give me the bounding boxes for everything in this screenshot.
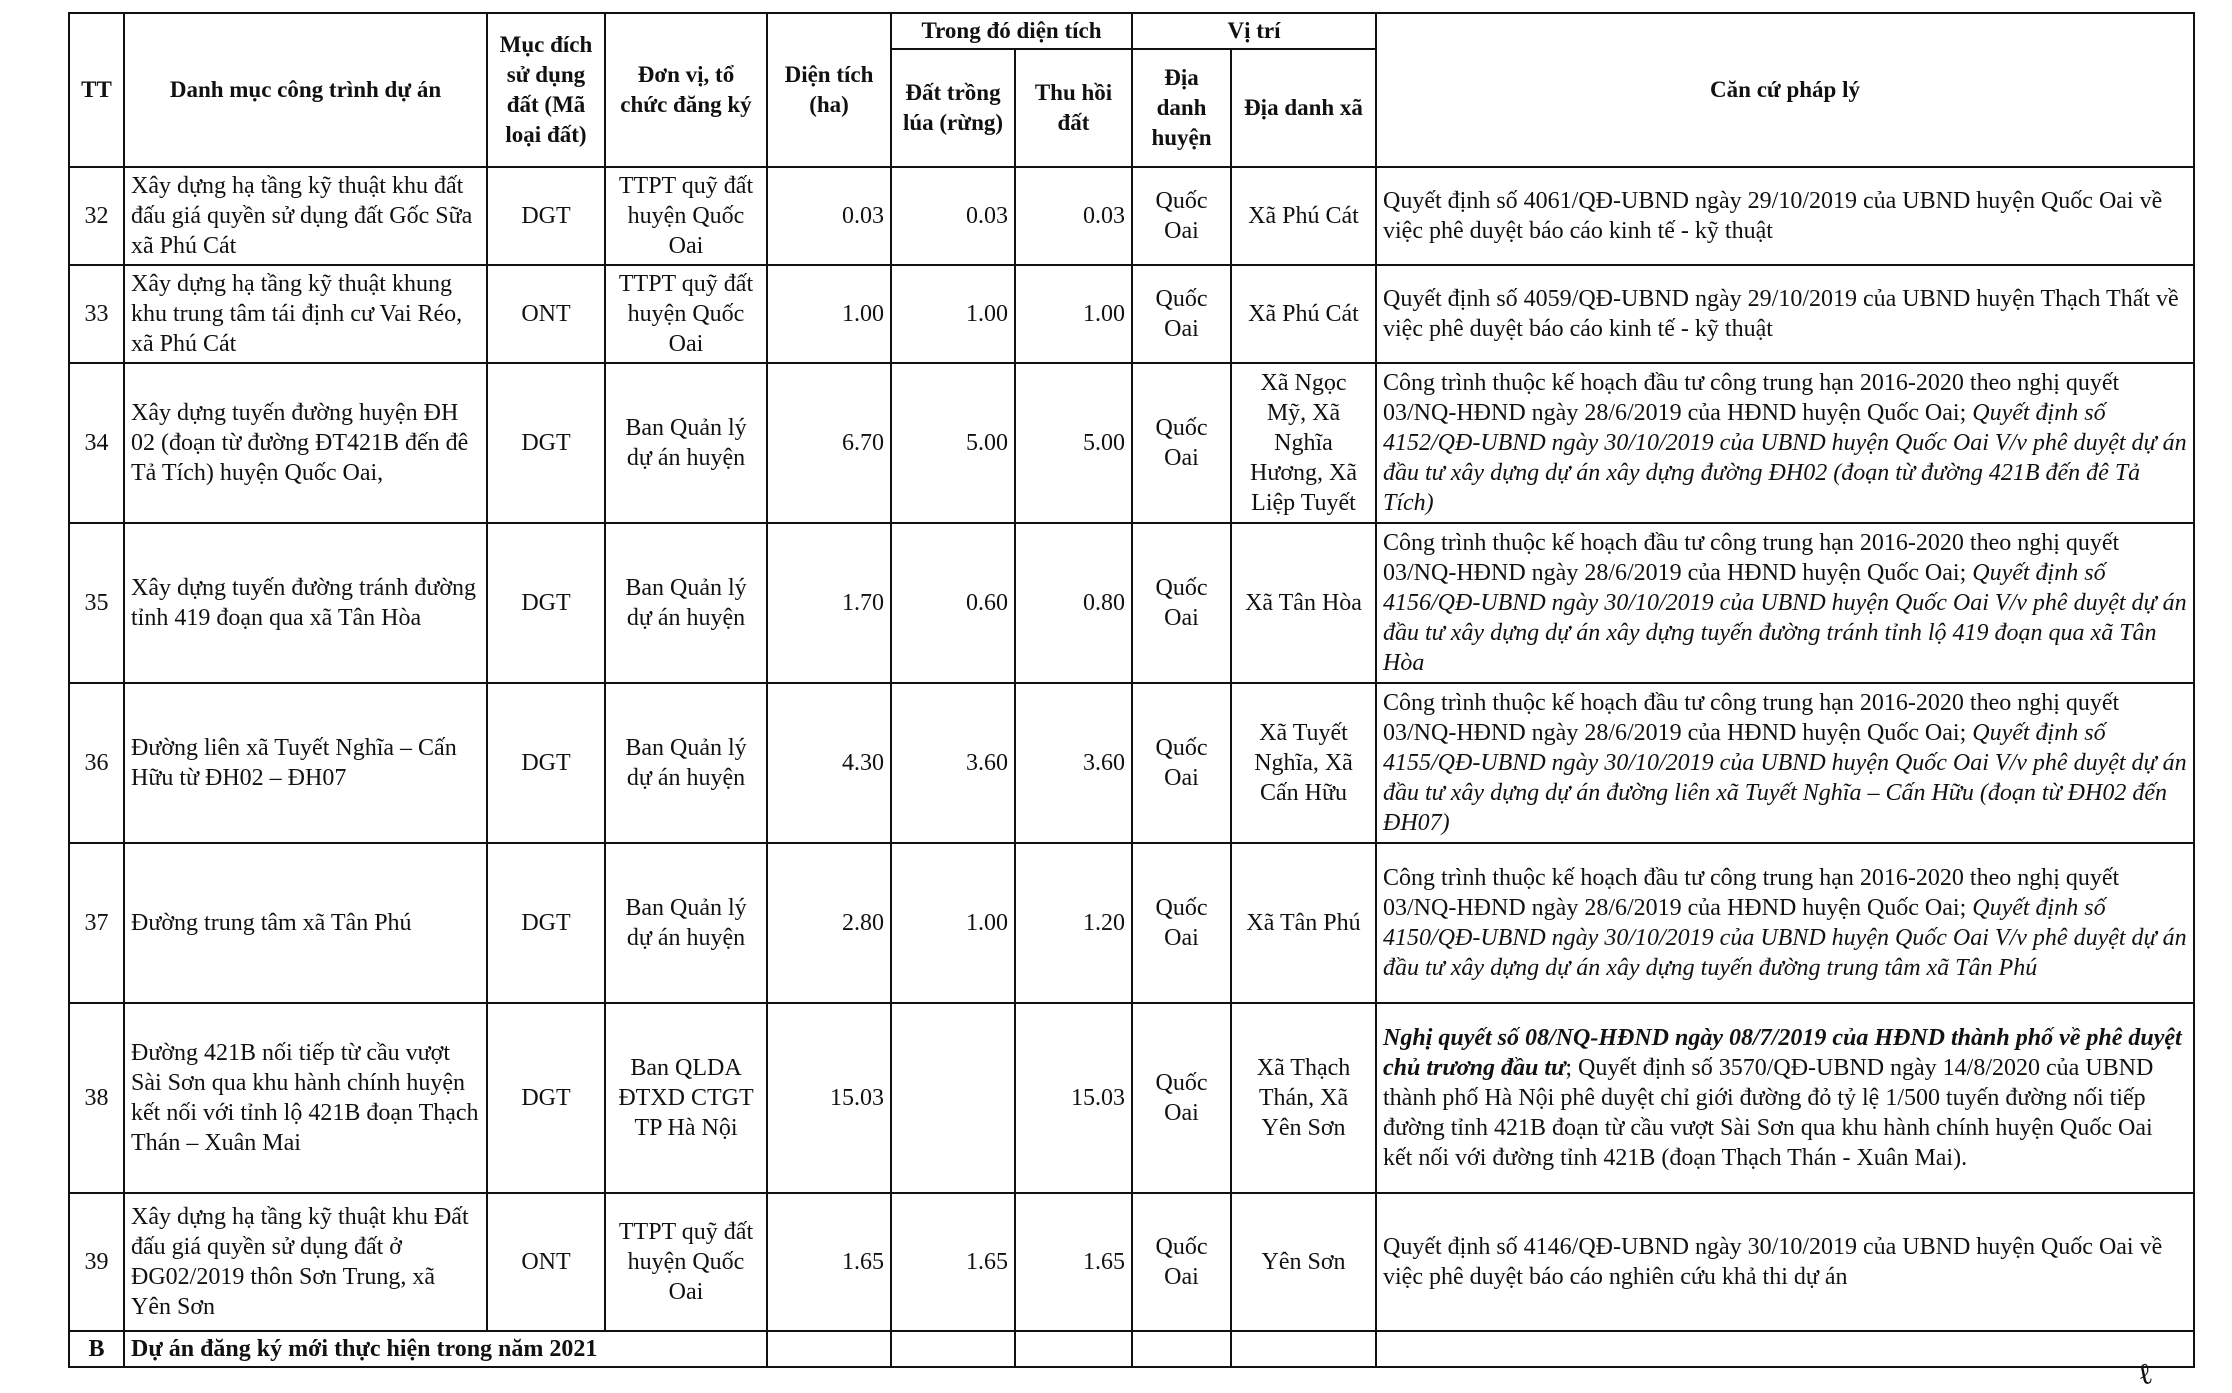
row-commune: Xã Phú Cát — [1231, 167, 1376, 265]
row-registering-unit: Ban Quản lý dự án huyện — [605, 683, 767, 843]
row-commune: Xã Phú Cát — [1231, 265, 1376, 363]
legal-plain: Công trình thuộc kế hoạch đầu tư công trung hạn 2016-2020 theo nghị quyết 03/NQ-HĐND ngày 28/6/2019 của HĐND huyện Quốc Oai; — [1383, 370, 2120, 426]
row-registering-unit: Ban QLDA ĐTXD CTGT TP Hà Nội — [605, 1003, 767, 1193]
row-legal-basis — [1376, 1193, 2194, 1331]
row-project-name: Đường liên xã Tuyết Nghĩa – Cấn Hữu từ ĐH02 – ĐH07 — [124, 683, 487, 843]
row-project-name: Xây dựng tuyến đường huyện ĐH 02 (đoạn từ đường ĐT421B đến đê Tả Tích) huyện Quốc Oai, — [124, 363, 487, 523]
table-row — [69, 523, 2194, 683]
row-area: 1.00 — [767, 265, 891, 363]
legal-bold-italic: Nghị quyết số 08/NQ-HĐND ngày 08/7/2019 của HĐND thành phố về phê duyệt chủ trương đầu tư — [1383, 1025, 2182, 1081]
row-commune: Xã Tân Hòa — [1231, 523, 1376, 683]
row-tt: 38 — [69, 1003, 124, 1193]
header-tt: TT — [69, 13, 124, 167]
row-land-code: DGT — [487, 683, 605, 843]
row-legal-basis — [1376, 265, 2194, 363]
row-project-name: Xây dựng hạ tầng kỹ thuật khu Đất đấu giá quyền sử dụng đất ở ĐG02/2019 thôn Sơn Trung, xã Yên Sơn — [124, 1193, 487, 1331]
row-district: Quốc Oai — [1132, 167, 1231, 265]
legal-plain: Công trình thuộc kế hoạch đầu tư công trung hạn 2016-2020 theo nghị quyết 03/NQ-HĐND ngày 28/6/2019 của HĐND huyện Quốc Oai; — [1383, 530, 2120, 586]
row-district: Quốc Oai — [1132, 523, 1231, 683]
header-commune: Địa danh xã — [1231, 49, 1376, 167]
row-land-recovery: 1.65 — [1015, 1193, 1132, 1331]
table-row — [69, 683, 2194, 843]
legal-plain: Quyết định số 4061/QĐ-UBND ngày 29/10/2019 của UBND huyện Quốc Oai về việc phê duyệt báo cáo kinh tế - kỹ thuật — [1383, 188, 2163, 244]
row-district: Quốc Oai — [1132, 843, 1231, 1003]
row-land-recovery: 15.03 — [1015, 1003, 1132, 1193]
row-legal-basis — [1376, 1003, 2194, 1193]
header-rice-land: Đất trồng lúa (rừng) — [891, 49, 1015, 167]
section-b-row — [69, 1331, 2194, 1367]
row-area: 0.03 — [767, 167, 891, 265]
table-row — [69, 1193, 2194, 1331]
row-commune: Xã Ngọc Mỹ, Xã Nghĩa Hương, Xã Liệp Tuyết — [1231, 363, 1376, 523]
row-tt: 33 — [69, 265, 124, 363]
empty-cell — [767, 1331, 891, 1367]
row-project-name: Xây dựng hạ tầng kỹ thuật khung khu trung tâm tái định cư Vai Réo, xã Phú Cát — [124, 265, 487, 363]
row-land-code: DGT — [487, 167, 605, 265]
legal-italic: Quyết định số 4156/QĐ-UBND ngày 30/10/2019 của UBND huyện Quốc Oai V/v phê duyệt dự án đầu tư xây dựng dự án xây dựng tuyến đường tránh tỉnh lộ 419 đoạn qua xã Tân Hòa — [1383, 560, 2187, 676]
legal-plain: Quyết định số 4059/QĐ-UBND ngày 29/10/2019 của UBND huyện Thạch Thất về việc phê duyệt báo cáo kinh tế - kỹ thuật — [1383, 286, 2179, 342]
table-body — [69, 167, 2194, 1331]
row-land-recovery: 5.00 — [1015, 363, 1132, 523]
row-district: Quốc Oai — [1132, 1003, 1231, 1193]
row-land-recovery: 0.80 — [1015, 523, 1132, 683]
row-commune: Xã Thạch Thán, Xã Yên Sơn — [1231, 1003, 1376, 1193]
table-row — [69, 1003, 2194, 1193]
row-land-code: DGT — [487, 1003, 605, 1193]
row-commune: Yên Sơn — [1231, 1193, 1376, 1331]
header-land-purpose: Mục đích sử dụng đất (Mã loại đất) — [487, 13, 605, 167]
header-area-breakdown: Trong đó diện tích — [891, 13, 1132, 49]
empty-cell — [1015, 1331, 1132, 1367]
legal-italic: Quyết định số 4155/QĐ-UBND ngày 30/10/2019 của UBND huyện Quốc Oai V/v phê duyệt dự án đầu tư xây dựng dự án đường liên xã Tuyết Nghĩa – Cấn Hữu (đoạn từ ĐH02 đến ĐH07) — [1383, 720, 2187, 836]
legal-plain: Công trình thuộc kế hoạch đầu tư công trung hạn 2016-2020 theo nghị quyết 03/NQ-HĐND ngày 28/6/2019 của HĐND huyện Quốc Oai; — [1383, 865, 2120, 921]
empty-cell — [1132, 1331, 1231, 1367]
table-row — [69, 265, 2194, 363]
row-registering-unit: Ban Quản lý dự án huyện — [605, 523, 767, 683]
row-rice-land: 3.60 — [891, 683, 1015, 843]
row-area: 15.03 — [767, 1003, 891, 1193]
row-project-name: Xây dựng hạ tầng kỹ thuật khu đất đấu giá quyền sử dụng đất Gốc Sữa xã Phú Cát — [124, 167, 487, 265]
row-project-name: Đường 421B nối tiếp từ cầu vượt Sài Sơn qua khu hành chính huyện kết nối với tỉnh lộ 421B đoạn Thạch Thán – Xuân Mai — [124, 1003, 487, 1193]
row-registering-unit: TTPT quỹ đất huyện Quốc Oai — [605, 167, 767, 265]
row-registering-unit: Ban Quản lý dự án huyện — [605, 843, 767, 1003]
legal-plain: Quyết định số 4146/QĐ-UBND ngày 30/10/2019 của UBND huyện Quốc Oai về việc phê duyệt báo cáo nghiên cứu khả thi dự án — [1383, 1234, 2163, 1290]
row-area: 1.65 — [767, 1193, 891, 1331]
row-rice-land: 1.00 — [891, 843, 1015, 1003]
row-land-recovery: 1.00 — [1015, 265, 1132, 363]
section-b-tt: B — [69, 1331, 124, 1367]
row-legal-basis — [1376, 523, 2194, 683]
table-row — [69, 363, 2194, 523]
row-land-code: DGT — [487, 363, 605, 523]
header-land-recovery: Thu hồi đất — [1015, 49, 1132, 167]
row-area: 1.70 — [767, 523, 891, 683]
row-land-code: DGT — [487, 523, 605, 683]
row-area: 6.70 — [767, 363, 891, 523]
row-tt: 36 — [69, 683, 124, 843]
header-registering-unit: Đơn vị, tổ chức đăng ký — [605, 13, 767, 167]
header-district: Địa danh huyện — [1132, 49, 1231, 167]
row-tt: 32 — [69, 167, 124, 265]
row-legal-basis — [1376, 683, 2194, 843]
row-registering-unit: TTPT quỹ đất huyện Quốc Oai — [605, 1193, 767, 1331]
empty-cell — [1376, 1331, 2194, 1367]
row-commune: Xã Tuyết Nghĩa, Xã Cấn Hữu — [1231, 683, 1376, 843]
header-area: Diện tích (ha) — [767, 13, 891, 167]
legal-italic: Quyết định số 4152/QĐ-UBND ngày 30/10/2019 của UBND huyện Quốc Oai V/v phê duyệt dự án đầu tư xây dựng dự án xây dựng đường ĐH02 (đoạn từ đường 421B đến đê Tả Tích) — [1383, 400, 2187, 516]
row-land-recovery: 3.60 — [1015, 683, 1132, 843]
row-project-name: Đường trung tâm xã Tân Phú — [124, 843, 487, 1003]
row-tt: 37 — [69, 843, 124, 1003]
row-rice-land: 1.65 — [891, 1193, 1015, 1331]
row-land-code: DGT — [487, 843, 605, 1003]
table-header — [69, 13, 2194, 167]
row-tt: 39 — [69, 1193, 124, 1331]
row-district: Quốc Oai — [1132, 683, 1231, 843]
row-district: Quốc Oai — [1132, 265, 1231, 363]
row-district: Quốc Oai — [1132, 363, 1231, 523]
row-legal-basis — [1376, 363, 2194, 523]
row-rice-land: 5.00 — [891, 363, 1015, 523]
row-district: Quốc Oai — [1132, 1193, 1231, 1331]
row-land-recovery: 1.20 — [1015, 843, 1132, 1003]
row-project-name: Xây dựng tuyến đường tránh đường tỉnh 419 đoạn qua xã Tân Hòa — [124, 523, 487, 683]
row-land-recovery: 0.03 — [1015, 167, 1132, 265]
row-registering-unit: Ban Quản lý dự án huyện — [605, 363, 767, 523]
row-land-code: ONT — [487, 265, 605, 363]
legal-tail: ; Quyết định số 3570/QĐ-UBND ngày 14/8/2020 của UBND thành phố Hà Nội phê duyệt chỉ giới đường đỏ tỷ lệ 1/500 tuyến đường nối tiếp đường tỉnh 421B đoạn từ cầu vượt Sài Sơn qua khu hành chính huyện Quốc Oai kết nối với đường tỉnh 421B (đoạn Thạch Thán - Xuân Mai). — [1383, 1055, 2154, 1171]
empty-cell — [1231, 1331, 1376, 1367]
legal-italic: Quyết định số 4150/QĐ-UBND ngày 30/10/2019 của UBND huyện Quốc Oai V/v phê duyệt dự án đầu tư xây dựng dự án xây dựng tuyến đường trung tâm xã Tân Phú — [1383, 895, 2187, 981]
row-land-code: ONT — [487, 1193, 605, 1331]
row-rice-land: 0.03 — [891, 167, 1015, 265]
header-location: Vị trí — [1132, 13, 1376, 49]
land-use-project-table — [68, 12, 2195, 1368]
legal-plain: Công trình thuộc kế hoạch đầu tư công trung hạn 2016-2020 theo nghị quyết 03/NQ-HĐND ngày 28/6/2019 của HĐND huyện Quốc Oai; — [1383, 690, 2120, 746]
header-project-list: Danh mục công trình dự án — [124, 13, 487, 167]
row-rice-land: 0.60 — [891, 523, 1015, 683]
row-registering-unit: TTPT quỹ đất huyện Quốc Oai — [605, 265, 767, 363]
row-rice-land — [891, 1003, 1015, 1193]
row-area: 4.30 — [767, 683, 891, 843]
row-tt: 34 — [69, 363, 124, 523]
table-row — [69, 167, 2194, 265]
row-tt: 35 — [69, 523, 124, 683]
empty-cell — [891, 1331, 1015, 1367]
handwritten-mark: ℓ — [2134, 1356, 2156, 1393]
row-legal-basis — [1376, 843, 2194, 1003]
header-legal-basis: Căn cứ pháp lý — [1376, 13, 2194, 167]
row-legal-basis — [1376, 167, 2194, 265]
section-b-label: Dự án đăng ký mới thực hiện trong năm 2021 — [124, 1331, 767, 1367]
row-area: 2.80 — [767, 843, 891, 1003]
table-row — [69, 843, 2194, 1003]
row-rice-land: 1.00 — [891, 265, 1015, 363]
row-commune: Xã Tân Phú — [1231, 843, 1376, 1003]
